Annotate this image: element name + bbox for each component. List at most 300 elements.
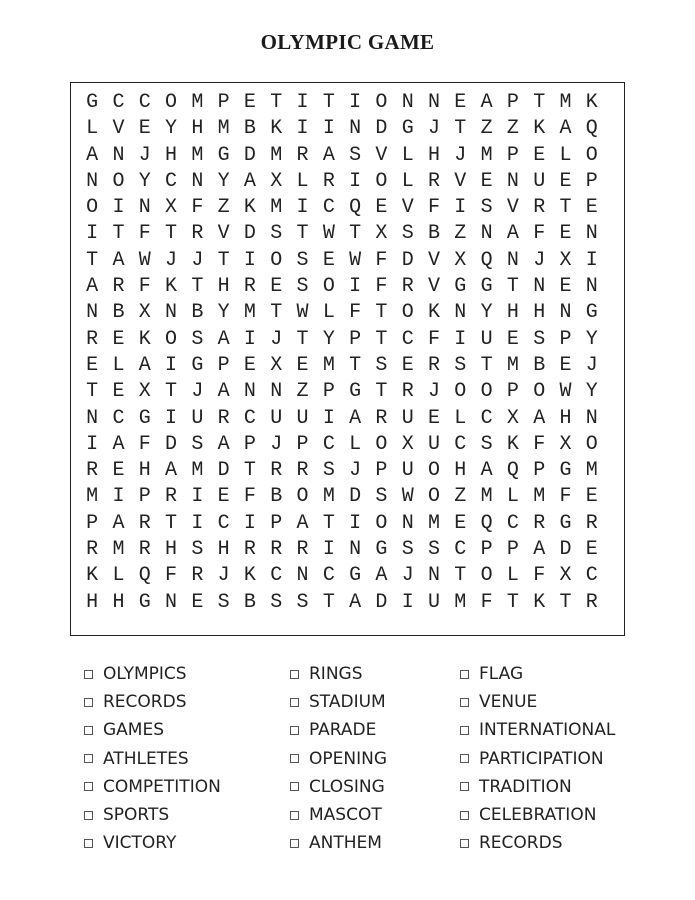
grid-cell[interactable]: I (454, 327, 467, 351)
grid-cell[interactable]: K (506, 432, 519, 456)
grid-cell[interactable]: S (270, 222, 283, 246)
grid-cell[interactable]: A (349, 406, 362, 430)
grid-cell[interactable]: I (296, 91, 309, 114)
grid-cell[interactable]: Q (480, 248, 493, 272)
grid-cell[interactable]: I (191, 511, 204, 535)
grid-cell[interactable]: R (243, 538, 256, 562)
grid-cell[interactable]: T (165, 380, 178, 404)
grid-cell[interactable]: T (349, 353, 362, 377)
grid-cell[interactable]: O (270, 248, 283, 272)
grid-cell[interactable]: Z (506, 117, 519, 141)
grid-cell[interactable]: N (86, 301, 99, 325)
grid-cell[interactable]: M (217, 117, 230, 141)
grid-cell[interactable]: I (454, 196, 467, 220)
grid-cell[interactable]: M (480, 143, 493, 167)
grid-cell[interactable]: T (217, 248, 230, 272)
grid-cell[interactable]: O (165, 91, 178, 114)
grid-cell[interactable]: H (165, 538, 178, 562)
grid-cell[interactable]: C (585, 564, 598, 588)
checkbox-icon[interactable] (290, 839, 299, 848)
checkbox-icon[interactable] (460, 839, 469, 848)
grid-cell[interactable]: Z (454, 222, 467, 246)
word-item[interactable] (290, 829, 387, 857)
grid-cell[interactable]: I (401, 590, 414, 614)
grid-cell[interactable]: F (375, 275, 388, 299)
grid-cell[interactable]: Q (585, 117, 598, 141)
grid-cell[interactable]: G (138, 406, 151, 430)
grid-cell[interactable]: E (112, 459, 125, 483)
grid-cell[interactable]: R (401, 380, 414, 404)
grid-cell[interactable]: G (86, 91, 99, 114)
grid-cell[interactable]: N (112, 143, 125, 167)
grid-cell[interactable]: Q (138, 564, 151, 588)
grid-cell[interactable]: E (270, 275, 283, 299)
grid-cell[interactable]: E (243, 353, 256, 377)
grid-cell[interactable]: P (506, 538, 519, 562)
grid-cell[interactable]: B (191, 301, 204, 325)
grid-cell[interactable]: B (243, 590, 256, 614)
grid-cell[interactable]: T (270, 301, 283, 325)
grid-cell[interactable]: C (401, 327, 414, 351)
grid-cell[interactable]: Y (322, 327, 335, 351)
grid-cell[interactable]: M (243, 301, 256, 325)
grid-cell[interactable]: N (585, 406, 598, 430)
grid-cell[interactable]: X (270, 169, 283, 193)
grid-cell[interactable]: N (401, 511, 414, 535)
grid-cell[interactable]: I (296, 196, 309, 220)
grid-cell[interactable]: I (585, 248, 598, 272)
checkbox-icon[interactable] (84, 670, 93, 679)
word-item[interactable] (460, 745, 615, 773)
grid-cell[interactable]: N (165, 301, 178, 325)
grid-cell[interactable]: A (165, 459, 178, 483)
word-item[interactable] (460, 801, 615, 829)
grid-cell[interactable]: I (349, 275, 362, 299)
grid-cell[interactable]: I (165, 353, 178, 377)
grid-cell[interactable]: F (138, 432, 151, 456)
grid-cell[interactable]: C (217, 511, 230, 535)
grid-cell[interactable]: X (270, 353, 283, 377)
grid-cell[interactable]: R (296, 143, 309, 167)
grid-cell[interactable]: H (454, 459, 467, 483)
grid-cell[interactable]: M (428, 511, 441, 535)
word-item[interactable] (460, 660, 615, 688)
checkbox-icon[interactable] (290, 811, 299, 820)
grid-cell[interactable]: L (506, 485, 519, 509)
grid-cell[interactable]: R (270, 459, 283, 483)
grid-cell[interactable]: U (191, 406, 204, 430)
grid-cell[interactable]: V (428, 275, 441, 299)
grid-cell[interactable]: R (138, 538, 151, 562)
grid-cell[interactable]: T (454, 117, 467, 141)
grid-cell[interactable]: R (585, 590, 598, 614)
grid-cell[interactable]: P (86, 511, 99, 535)
grid-cell[interactable]: A (480, 91, 493, 114)
grid-cell[interactable]: C (138, 91, 151, 114)
word-item[interactable] (84, 773, 221, 801)
grid-cell[interactable]: O (585, 143, 598, 167)
grid-cell[interactable]: L (112, 353, 125, 377)
checkbox-icon[interactable] (290, 782, 299, 791)
grid-cell[interactable]: Y (480, 301, 493, 325)
grid-cell[interactable]: I (349, 169, 362, 193)
grid-cell[interactable]: D (349, 485, 362, 509)
grid-cell[interactable]: F (138, 275, 151, 299)
grid-cell[interactable]: T (296, 327, 309, 351)
grid-cell[interactable]: S (296, 275, 309, 299)
grid-cell[interactable]: S (375, 353, 388, 377)
grid-cell[interactable]: I (86, 432, 99, 456)
grid-cell[interactable]: Q (480, 511, 493, 535)
grid-cell[interactable]: W (559, 380, 572, 404)
grid-cell[interactable]: A (480, 459, 493, 483)
grid-cell[interactable]: D (375, 117, 388, 141)
grid-cell[interactable]: R (217, 406, 230, 430)
grid-cell[interactable]: A (217, 380, 230, 404)
grid-cell[interactable]: T (506, 275, 519, 299)
grid-cell[interactable]: D (243, 143, 256, 167)
grid-cell[interactable]: X (138, 380, 151, 404)
grid-cell[interactable]: I (86, 222, 99, 246)
grid-cell[interactable]: C (454, 432, 467, 456)
checkbox-icon[interactable] (290, 670, 299, 679)
grid-cell[interactable]: I (322, 117, 335, 141)
word-item[interactable] (460, 688, 615, 716)
grid-cell[interactable]: E (428, 406, 441, 430)
grid-cell[interactable]: G (559, 459, 572, 483)
grid-cell[interactable]: P (533, 459, 546, 483)
word-item[interactable] (290, 688, 387, 716)
grid-cell[interactable]: D (217, 459, 230, 483)
grid-cell[interactable]: C (322, 432, 335, 456)
grid-cell[interactable]: L (454, 406, 467, 430)
grid-cell[interactable]: Y (217, 301, 230, 325)
grid-cell[interactable]: S (375, 485, 388, 509)
grid-cell[interactable]: I (349, 91, 362, 114)
grid-cell[interactable]: G (401, 117, 414, 141)
grid-cell[interactable]: O (112, 169, 125, 193)
grid-cell[interactable]: E (296, 353, 309, 377)
grid-cell[interactable]: K (138, 327, 151, 351)
grid-cell[interactable]: H (559, 406, 572, 430)
grid-cell[interactable]: O (454, 380, 467, 404)
grid-cell[interactable]: N (243, 380, 256, 404)
grid-cell[interactable]: E (559, 222, 572, 246)
grid-cell[interactable]: X (375, 222, 388, 246)
word-item[interactable] (290, 745, 387, 773)
grid-cell[interactable]: T (506, 590, 519, 614)
grid-cell[interactable]: S (191, 327, 204, 351)
grid-cell[interactable]: L (506, 564, 519, 588)
grid-cell[interactable]: M (191, 459, 204, 483)
grid-cell[interactable]: N (86, 169, 99, 193)
grid-cell[interactable]: R (243, 275, 256, 299)
grid-cell[interactable]: P (138, 485, 151, 509)
grid-cell[interactable]: K (243, 196, 256, 220)
grid-cell[interactable]: A (559, 117, 572, 141)
grid-cell[interactable]: T (165, 222, 178, 246)
grid-cell[interactable]: I (112, 196, 125, 220)
grid-cell[interactable]: I (322, 406, 335, 430)
checkbox-icon[interactable] (84, 811, 93, 820)
grid-cell[interactable]: Y (138, 169, 151, 193)
grid-cell[interactable]: L (401, 169, 414, 193)
grid-cell[interactable]: S (296, 248, 309, 272)
grid-cell[interactable]: U (533, 169, 546, 193)
grid-cell[interactable]: R (585, 511, 598, 535)
grid-cell[interactable]: I (191, 485, 204, 509)
grid-cell[interactable]: S (217, 590, 230, 614)
grid-cell[interactable]: S (296, 590, 309, 614)
grid-cell[interactable]: Y (585, 380, 598, 404)
word-item[interactable] (290, 660, 387, 688)
grid-cell[interactable]: E (533, 143, 546, 167)
grid-cell[interactable]: T (349, 222, 362, 246)
grid-cell[interactable]: E (585, 196, 598, 220)
grid-cell[interactable]: F (349, 301, 362, 325)
grid-cell[interactable]: G (480, 275, 493, 299)
grid-cell[interactable]: R (401, 275, 414, 299)
grid-cell[interactable]: Z (217, 196, 230, 220)
grid-cell[interactable]: M (191, 91, 204, 114)
word-item[interactable] (84, 660, 221, 688)
grid-cell[interactable]: G (138, 590, 151, 614)
grid-cell[interactable]: A (86, 275, 99, 299)
grid-cell[interactable]: O (375, 511, 388, 535)
grid-cell[interactable]: O (480, 564, 493, 588)
grid-cell[interactable]: D (165, 432, 178, 456)
grid-cell[interactable]: V (112, 117, 125, 141)
grid-cell[interactable]: B (428, 222, 441, 246)
grid-cell[interactable]: X (138, 301, 151, 325)
grid-cell[interactable]: F (375, 248, 388, 272)
grid-cell[interactable]: S (401, 222, 414, 246)
grid-cell[interactable]: Q (349, 196, 362, 220)
grid-cell[interactable]: R (191, 222, 204, 246)
grid-cell[interactable]: R (86, 459, 99, 483)
grid-cell[interactable]: N (428, 91, 441, 114)
grid-cell[interactable]: E (86, 353, 99, 377)
grid-cell[interactable]: K (86, 564, 99, 588)
grid-cell[interactable]: E (454, 511, 467, 535)
grid-cell[interactable]: E (585, 485, 598, 509)
grid-cell[interactable]: S (191, 432, 204, 456)
grid-cell[interactable]: M (506, 353, 519, 377)
grid-cell[interactable]: T (454, 564, 467, 588)
grid-cell[interactable]: J (191, 380, 204, 404)
grid-cell[interactable]: R (296, 459, 309, 483)
grid-cell[interactable]: O (428, 459, 441, 483)
checkbox-icon[interactable] (290, 754, 299, 763)
grid-cell[interactable]: N (86, 406, 99, 430)
grid-cell[interactable]: E (217, 485, 230, 509)
grid-cell[interactable]: M (270, 143, 283, 167)
grid-cell[interactable]: J (428, 117, 441, 141)
grid-cell[interactable]: J (165, 248, 178, 272)
grid-cell[interactable]: T (375, 301, 388, 325)
grid-cell[interactable]: W (296, 301, 309, 325)
grid-cell[interactable]: X (165, 196, 178, 220)
grid-cell[interactable]: R (296, 538, 309, 562)
grid-cell[interactable]: Z (296, 380, 309, 404)
grid-cell[interactable]: N (480, 222, 493, 246)
grid-cell[interactable]: R (322, 169, 335, 193)
grid-cell[interactable]: D (243, 222, 256, 246)
grid-cell[interactable]: K (533, 117, 546, 141)
grid-cell[interactable]: R (533, 196, 546, 220)
grid-cell[interactable]: A (217, 327, 230, 351)
grid-cell[interactable]: M (270, 196, 283, 220)
grid-cell[interactable]: E (401, 353, 414, 377)
word-item[interactable] (460, 773, 615, 801)
grid-cell[interactable]: K (243, 564, 256, 588)
grid-cell[interactable]: L (401, 143, 414, 167)
grid-cell[interactable]: F (533, 222, 546, 246)
grid-cell[interactable]: J (533, 248, 546, 272)
grid-cell[interactable]: E (112, 327, 125, 351)
grid-cell[interactable]: O (296, 485, 309, 509)
grid-cell[interactable]: C (454, 538, 467, 562)
grid-cell[interactable]: C (165, 169, 178, 193)
grid-cell[interactable]: P (506, 380, 519, 404)
grid-cell[interactable]: H (165, 143, 178, 167)
grid-cell[interactable]: U (401, 459, 414, 483)
grid-cell[interactable]: N (349, 538, 362, 562)
grid-cell[interactable]: N (585, 275, 598, 299)
grid-cell[interactable]: F (191, 196, 204, 220)
grid-cell[interactable]: S (428, 538, 441, 562)
grid-cell[interactable]: M (112, 538, 125, 562)
grid-cell[interactable]: R (112, 275, 125, 299)
grid-cell[interactable]: A (533, 406, 546, 430)
grid-cell[interactable]: V (454, 169, 467, 193)
grid-cell[interactable]: J (191, 248, 204, 272)
grid-cell[interactable]: G (191, 353, 204, 377)
word-item[interactable] (84, 716, 221, 744)
grid-cell[interactable]: B (112, 301, 125, 325)
grid-cell[interactable]: K (428, 301, 441, 325)
grid-cell[interactable]: X (401, 432, 414, 456)
grid-cell[interactable]: J (428, 380, 441, 404)
grid-cell[interactable]: I (243, 327, 256, 351)
grid-cell[interactable]: H (506, 301, 519, 325)
grid-cell[interactable]: J (349, 459, 362, 483)
grid-cell[interactable]: N (191, 169, 204, 193)
grid-cell[interactable]: M (322, 485, 335, 509)
grid-cell[interactable]: C (506, 511, 519, 535)
grid-cell[interactable]: S (191, 538, 204, 562)
grid-cell[interactable]: K (533, 590, 546, 614)
grid-cell[interactable]: T (86, 248, 99, 272)
word-item[interactable] (460, 716, 615, 744)
grid-cell[interactable]: U (296, 406, 309, 430)
grid-cell[interactable]: V (375, 143, 388, 167)
grid-cell[interactable]: E (480, 169, 493, 193)
word-item[interactable] (460, 829, 615, 857)
grid-cell[interactable]: N (506, 248, 519, 272)
grid-cell[interactable]: I (349, 511, 362, 535)
grid-cell[interactable]: A (112, 432, 125, 456)
grid-cell[interactable]: P (217, 91, 230, 114)
grid-cell[interactable]: X (559, 432, 572, 456)
grid-cell[interactable]: G (585, 301, 598, 325)
grid-cell[interactable]: X (559, 564, 572, 588)
grid-cell[interactable]: M (480, 485, 493, 509)
grid-cell[interactable]: Y (165, 117, 178, 141)
grid-cell[interactable]: C (270, 564, 283, 588)
word-item[interactable] (84, 829, 221, 857)
grid-cell[interactable]: I (112, 485, 125, 509)
grid-cell[interactable]: J (270, 327, 283, 351)
grid-cell[interactable]: C (322, 564, 335, 588)
grid-cell[interactable]: R (191, 564, 204, 588)
grid-cell[interactable]: X (559, 248, 572, 272)
grid-cell[interactable]: V (217, 222, 230, 246)
grid-cell[interactable]: F (480, 590, 493, 614)
grid-cell[interactable]: P (349, 327, 362, 351)
grid-cell[interactable]: H (86, 590, 99, 614)
grid-cell[interactable]: S (480, 196, 493, 220)
grid-cell[interactable]: R (428, 353, 441, 377)
grid-cell[interactable]: S (533, 327, 546, 351)
grid-cell[interactable]: L (322, 301, 335, 325)
grid-cell[interactable]: I (296, 117, 309, 141)
grid-cell[interactable]: I (165, 406, 178, 430)
checkbox-icon[interactable] (84, 726, 93, 735)
grid-cell[interactable]: I (322, 538, 335, 562)
grid-cell[interactable]: E (454, 91, 467, 114)
grid-cell[interactable]: V (428, 248, 441, 272)
grid-cell[interactable]: T (322, 511, 335, 535)
grid-cell[interactable]: N (296, 564, 309, 588)
grid-cell[interactable]: N (428, 564, 441, 588)
grid-cell[interactable]: A (112, 511, 125, 535)
grid-cell[interactable]: U (428, 590, 441, 614)
grid-cell[interactable]: O (165, 327, 178, 351)
word-item[interactable] (84, 688, 221, 716)
grid-cell[interactable]: W (401, 485, 414, 509)
grid-cell[interactable]: F (428, 327, 441, 351)
grid-cell[interactable]: V (506, 196, 519, 220)
grid-cell[interactable]: S (401, 538, 414, 562)
grid-cell[interactable]: O (375, 169, 388, 193)
grid-cell[interactable]: P (270, 511, 283, 535)
grid-cell[interactable]: E (559, 275, 572, 299)
grid-cell[interactable]: O (322, 275, 335, 299)
grid-cell[interactable]: X (454, 248, 467, 272)
grid-cell[interactable]: R (270, 538, 283, 562)
checkbox-icon[interactable] (460, 754, 469, 763)
grid-cell[interactable]: J (217, 564, 230, 588)
grid-cell[interactable]: P (296, 432, 309, 456)
grid-cell[interactable]: M (322, 353, 335, 377)
grid-cell[interactable]: Y (585, 327, 598, 351)
word-item[interactable] (84, 745, 221, 773)
checkbox-icon[interactable] (84, 754, 93, 763)
grid-cell[interactable]: H (138, 459, 151, 483)
grid-cell[interactable]: P (559, 327, 572, 351)
grid-cell[interactable]: H (533, 301, 546, 325)
grid-cell[interactable]: P (506, 91, 519, 114)
grid-cell[interactable]: R (86, 538, 99, 562)
grid-cell[interactable]: O (375, 432, 388, 456)
grid-cell[interactable]: K (585, 91, 598, 114)
grid-cell[interactable]: B (270, 485, 283, 509)
grid-cell[interactable]: E (138, 117, 151, 141)
grid-cell[interactable]: C (112, 406, 125, 430)
grid-cell[interactable]: N (165, 590, 178, 614)
grid-cell[interactable]: F (559, 485, 572, 509)
